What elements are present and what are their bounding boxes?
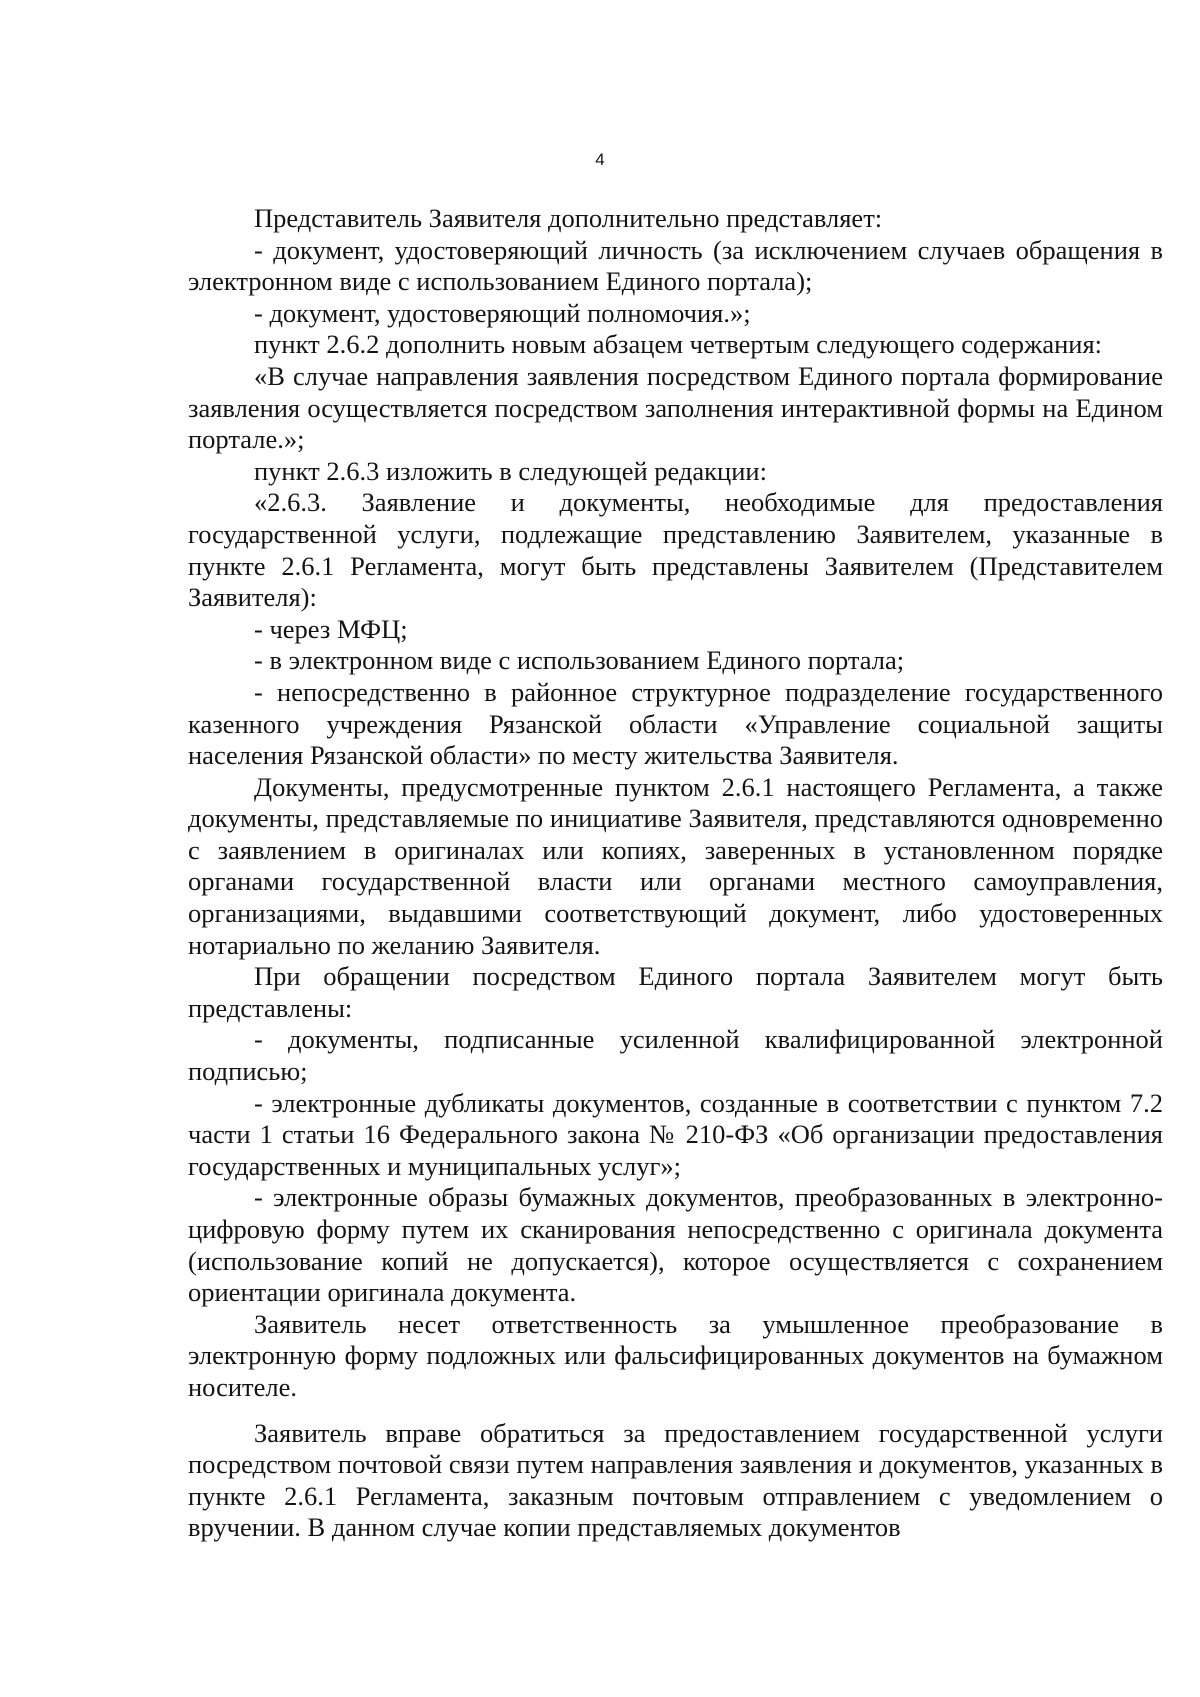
paragraph: «В случае направления заявления посредством Единого портала формирование заявления осуществляется посредством заполнения интерактивной формы на Едином портале.»; [188,360,1163,455]
paragraph: - документ, удостоверяющий полномочия.»; [254,297,751,328]
paragraph: - через МФЦ; [254,613,408,644]
paragraph: пункт 2.6.3 изложить в следующей редакции: [254,455,767,486]
paragraph: - непосредственно в районное структурное подразделение государственного казенного учреждения Рязанской области «Управление социальной защиты населения Рязанской области» по месту жительства Заявителя. [188,676,1163,771]
paragraph: Представитель Заявителя дополнительно представляет: [254,203,883,233]
paragraph: Заявитель несет ответственность за умышленное преобразование в электронную форму подложных или фальсифицированных документов на бумажном носителе. [188,1308,1163,1402]
page-number: 4 [595,150,605,169]
paragraph: - электронные образы бумажных документов, преобразованных в электронно-цифровую форму путем их сканирования непосредственно с оригинала документа (использование копий не допускается), которое осуществляется с сохранением ориентации оригинала документа. [188,1182,1163,1308]
paragraph: пункт 2.6.2 дополнить новым абзацем четвертым следующего содержания: [254,329,1102,360]
document-body [188,203,1163,1544]
paragraph: - в электронном виде с использованием Единого портала; [254,645,905,676]
paragraph: - электронные дубликаты документов, созданные в соответствии с пунктом 7.2 части 1 статьи 16 Федерального закона № 210-ФЗ «Об организации предоставления государственных и муниципальных услуг»; [188,1087,1163,1181]
paragraph: - документ, удостоверяющий личность (за исключением случаев обращения в электронном виде с использованием Единого портала); [188,234,1163,297]
paragraph: «2.6.3. Заявление и документы, необходимые для предоставления государственной услуги, подлежащие представлению Заявителем, указанные в пункте 2.6.1 Регламента, могут быть представлены Заявителем (Представителем Заявителя): [188,487,1163,613]
paragraph: Заявитель вправе обратиться за предоставлением государственной услуги посредством почтовой связи путем направления заявления и документов, указанных в пункте 2.6.1 Регламента, заказным почтовым отправлением с уведомлением о вручении. В данном случае копии представляемых документов [188,1417,1163,1543]
paragraph: Документы, предусмотренные пунктом 2.6.1 настоящего Регламента, а также документы, представляемые по инициативе Заявителя, представляются одновременно с заявлением в оригиналах или копиях, заверенных в установленном порядке органами государственной власти или органами местного самоуправления, организациями, выдавшими соответствующий документ, либо удостоверенных нотариально по желанию Заявителя. [188,771,1163,960]
paragraph: При обращении посредством Единого портала Заявителем могут быть представлены: [188,961,1163,1023]
paragraph: - документы, подписанные усиленной квалифицированной электронной подписью; [188,1024,1163,1087]
